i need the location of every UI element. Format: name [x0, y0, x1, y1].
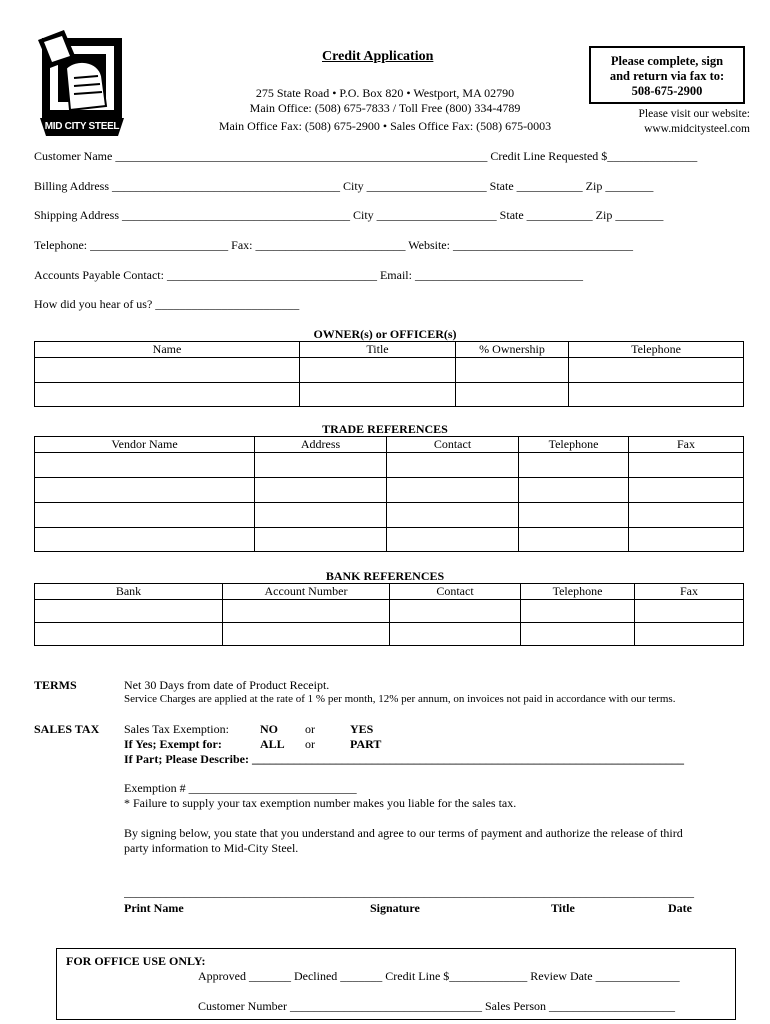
- print-name-label: Print Name: [124, 901, 184, 915]
- column-header: Vendor Name: [35, 437, 255, 453]
- date-label: Date: [668, 901, 692, 915]
- if-yes-label: If Yes; Exempt for:: [124, 737, 222, 751]
- address-line: 275 State Road • P.O. Box 820 • Westport, MA 02790: [255, 86, 515, 100]
- column-header: Bank: [35, 584, 223, 600]
- signature-label: Signature: [370, 901, 420, 915]
- accounts-payable-field[interactable]: Accounts Payable Contact: ___________________________________ Email: ____________________________: [34, 268, 583, 282]
- column-header: Name: [35, 342, 300, 358]
- column-header: Title: [300, 342, 456, 358]
- column-header: Contact: [387, 437, 519, 453]
- column-header: Fax: [629, 437, 744, 453]
- fax-box-number: 508-675-2900: [631, 84, 703, 98]
- table-row[interactable]: [35, 383, 744, 407]
- column-header: Contact: [390, 584, 521, 600]
- fax-box-line1: Please complete, sign: [610, 54, 724, 68]
- trade-section-title: TRADE REFERENCES: [322, 422, 448, 436]
- title-label: Title: [551, 901, 575, 915]
- column-header: Telephone: [521, 584, 635, 600]
- exemption-number-field[interactable]: Exemption # ____________________________: [124, 781, 357, 795]
- customer-name-field[interactable]: Customer Name ______________________________________________________________ Credit Line Requested $_______________: [34, 149, 698, 163]
- table-row[interactable]: [35, 503, 744, 528]
- exemption-yes-option[interactable]: YES: [350, 722, 374, 736]
- trade-table: [34, 436, 744, 552]
- fax-box-line2: and return via fax to:: [609, 69, 725, 83]
- sales-tax-label: SALES TAX: [34, 722, 100, 736]
- failure-note: * Failure to supply your tax exemption number makes you liable for the sales tax.: [124, 796, 517, 810]
- table-row[interactable]: [35, 453, 744, 478]
- main-office-phone: Main Office: (508) 675-7833 / Toll Free (800) 334-4789: [249, 101, 521, 115]
- column-header: Telephone: [569, 342, 744, 358]
- bank-table: [34, 583, 744, 646]
- office-customer-fields[interactable]: Customer Number ________________________________ Sales Person _____________________: [198, 999, 675, 1013]
- website-url[interactable]: www.midcitysteel.com: [644, 123, 750, 135]
- how-heard-field[interactable]: How did you hear of us? ________________________: [34, 297, 300, 311]
- table-row[interactable]: [35, 600, 744, 623]
- agreement-text-2: party information to Mid-City Steel.: [124, 841, 299, 855]
- telephone-field[interactable]: Telephone: _______________________ Fax: _________________________ Website: ______________________________: [34, 238, 633, 252]
- mid-city-steel-logo: [36, 28, 128, 140]
- column-header: % Ownership: [456, 342, 569, 358]
- page-title: Credit Application: [322, 49, 434, 64]
- column-header: Telephone: [519, 437, 629, 453]
- signature-line[interactable]: _______________________________________________________________________________________________: [124, 885, 694, 899]
- table-row[interactable]: [35, 478, 744, 503]
- terms-label: TERMS: [34, 678, 77, 692]
- shipping-address-field[interactable]: Shipping Address ______________________________________ City ____________________ State ___________ Zip ________: [34, 208, 664, 222]
- agreement-text: By signing below, you state that you understand and agree to our terms of payment and authorize the release of third: [124, 826, 683, 840]
- table-row[interactable]: [35, 623, 744, 646]
- if-part-describe-field[interactable]: If Part; Please Describe: ________________________________________________________________________: [124, 752, 684, 766]
- bank-section-title: BANK REFERENCES: [325, 569, 445, 583]
- owners-table: [34, 341, 744, 407]
- or-text: or: [305, 722, 315, 736]
- terms-net30: Net 30 Days from date of Product Receipt.: [124, 678, 330, 692]
- column-header: Account Number: [223, 584, 390, 600]
- or-text: or: [305, 737, 315, 751]
- terms-service-charges: Service Charges are applied at the rate of 1 % per month, 12% per annum, on invoices not paid in accordance with our terms.: [124, 693, 676, 705]
- fax-numbers: Main Office Fax: (508) 675-2900 • Sales Office Fax: (508) 675-0003: [218, 119, 552, 133]
- column-header: Address: [255, 437, 387, 453]
- website-prompt: Please visit our website:: [638, 108, 750, 120]
- billing-address-field[interactable]: Billing Address ______________________________________ City ____________________ State ___________ Zip ________: [34, 179, 654, 193]
- fax-instructions-box: [589, 46, 745, 104]
- exempt-part-option[interactable]: PART: [350, 737, 382, 751]
- table-row[interactable]: [35, 528, 744, 552]
- office-approval-fields[interactable]: Approved _______ Declined _______ Credit Line $_____________ Review Date ______________: [198, 969, 680, 983]
- tax-exemption-label: Sales Tax Exemption:: [124, 722, 229, 736]
- table-row[interactable]: [35, 358, 744, 383]
- logo-text: MID CITY STEEL: [44, 121, 120, 132]
- column-header: Fax: [635, 584, 744, 600]
- owners-section-title: OWNER(s) or OFFICER(s): [313, 327, 457, 341]
- exempt-all-option[interactable]: ALL: [260, 737, 285, 751]
- office-use-title: FOR OFFICE USE ONLY:: [66, 954, 206, 968]
- exemption-no-option[interactable]: NO: [260, 722, 278, 736]
